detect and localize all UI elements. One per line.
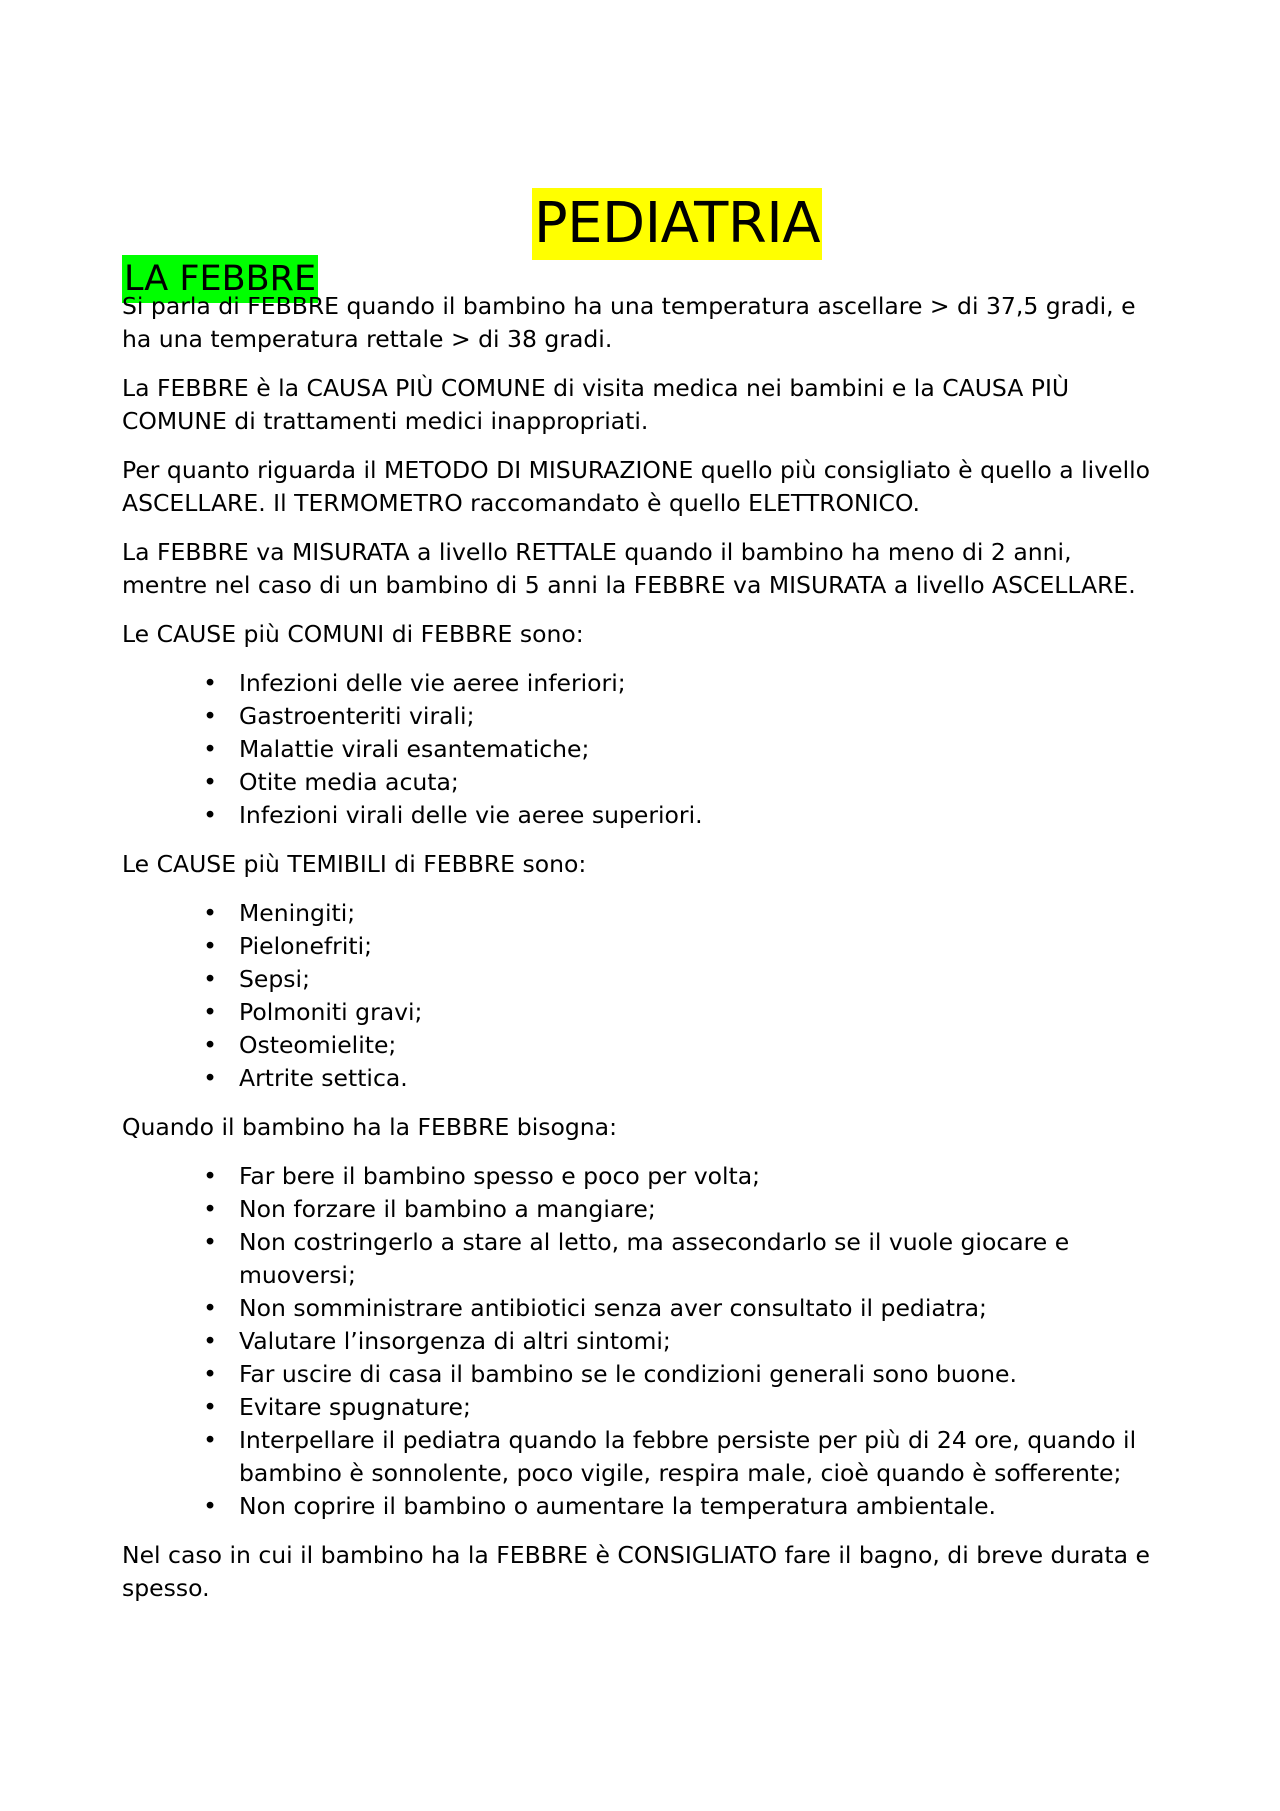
paragraph-actions-intro: Quando il bambino ha la FEBBRE bisogna: [122, 1113, 617, 1141]
bullet-icon: • [203, 1294, 217, 1322]
list-item [122, 1193, 1162, 1226]
list-item-text: Non coprire il bambino o aumentare la temperatura ambientale. [239, 1492, 997, 1520]
paragraph-measurement-method: Per quanto riguarda il METODO DI MISURAZIONE quello più consigliato è quello a livello ASCELLARE. Il TERMOMETRO raccomandato è quello ELETTRONICO. [122, 456, 1151, 517]
list-item [122, 930, 1162, 963]
bullet-icon: • [203, 768, 217, 796]
title-block [122, 150, 1162, 256]
paragraph-definition: Si parla di FEBBRE quando il bambino ha una temperatura ascellare > di 37,5 gradi, e ha una temperatura rettale > di 38 gradi. [122, 292, 1136, 353]
list-item-text: Far uscire di casa il bambino se le condizioni generali sono buone. [239, 1360, 1017, 1388]
list-item-text: Sepsi; [239, 965, 310, 993]
list-item [122, 1160, 1162, 1193]
list-item [122, 996, 1162, 1029]
list-item-text: Gastroenteriti virali; [239, 702, 475, 730]
bullet-icon: • [203, 899, 217, 927]
bullet-icon: • [203, 1228, 217, 1256]
bullet-icon: • [203, 1195, 217, 1223]
list-item [122, 1490, 1162, 1523]
list-item [122, 1391, 1162, 1424]
list-item-text: Interpellare il pediatra quando la febbre persiste per più di 24 ore, quando il bambino è sonnolente, poco vigile, respira male, cioè quando è sofferente; [239, 1426, 1137, 1487]
list-item [122, 897, 1162, 930]
list-item [122, 700, 1162, 733]
list-item-text: Polmoniti gravi; [239, 998, 423, 1026]
list-item-text: Infezioni virali delle vie aeree superiori. [239, 801, 703, 829]
bullet-icon: • [203, 669, 217, 697]
paragraph-measurement-age: La FEBBRE va MISURATA a livello RETTALE quando il bambino ha meno di 2 anni, mentre nel caso di un bambino di 5 anni la FEBBRE va MISURATA a livello ASCELLARE. [122, 538, 1136, 599]
list-item-text: Osteomielite; [239, 1031, 397, 1059]
list-item-text: Non forzare il bambino a mangiare; [239, 1195, 656, 1223]
bullet-icon: • [203, 1492, 217, 1520]
document-page [122, 150, 1162, 1605]
list-item-text: Artrite settica. [239, 1064, 408, 1092]
list-item-text: Non costringerlo a stare al letto, ma assecondarlo se il vuole giocare e muoversi; [239, 1228, 1070, 1289]
bullet-icon: • [203, 1064, 217, 1092]
list-item [122, 766, 1162, 799]
actions-list [122, 1160, 1162, 1523]
list-item [122, 1029, 1162, 1062]
paragraph-common-causes-intro: Le CAUSE più COMUNI di FEBBRE sono: [122, 620, 584, 648]
bullet-icon: • [203, 1327, 217, 1355]
bullet-icon: • [203, 1031, 217, 1059]
list-item [122, 1226, 1162, 1292]
bullet-icon: • [203, 932, 217, 960]
paragraph-fearsome-causes-intro: Le CAUSE più TEMIBILI di FEBBRE sono: [122, 850, 587, 878]
list-item-text: Valutare l’insorgenza di altri sintomi; [239, 1327, 671, 1355]
bullet-icon: • [203, 998, 217, 1026]
bullet-icon: • [203, 1393, 217, 1421]
document-title: PEDIATRIA [532, 188, 822, 260]
bullet-icon: • [203, 735, 217, 763]
bullet-icon: • [203, 1360, 217, 1388]
list-item [122, 1292, 1162, 1325]
list-item-text: Far bere il bambino spesso e poco per volta; [239, 1162, 761, 1190]
list-item-text: Pielonefriti; [239, 932, 373, 960]
list-item [122, 1424, 1162, 1490]
bullet-icon: • [203, 702, 217, 730]
bullet-icon: • [203, 965, 217, 993]
list-item [122, 963, 1162, 996]
list-item [122, 799, 1162, 832]
list-item [122, 1062, 1162, 1095]
list-item-text: Meningiti; [239, 899, 356, 927]
paragraph-common-cause: La FEBBRE è la CAUSA PIÙ COMUNE di visita medica nei bambini e la CAUSA PIÙ COMUNE di trattamenti medici inappropriati. [122, 374, 1070, 435]
list-item-text: Malattie virali esantematiche; [239, 735, 590, 763]
list-item [122, 1325, 1162, 1358]
list-item [122, 733, 1162, 766]
list-item-text: Evitare spugnature; [239, 1393, 471, 1421]
bullet-icon: • [203, 801, 217, 829]
bullet-icon: • [203, 1426, 217, 1454]
paragraph-bath-advice: Nel caso in cui il bambino ha la FEBBRE è CONSIGLIATO fare il bagno, di breve durata e spesso. [122, 1541, 1150, 1602]
section-heading: LA FEBBRE [122, 255, 318, 303]
list-item-text: Otite media acuta; [239, 768, 459, 796]
fearsome-causes-list [122, 897, 1162, 1095]
list-item-text: Infezioni delle vie aeree inferiori; [239, 669, 626, 697]
list-item-text: Non somministrare antibiotici senza aver consultato il pediatra; [239, 1294, 987, 1322]
list-item [122, 667, 1162, 700]
list-item [122, 1358, 1162, 1391]
common-causes-list [122, 667, 1162, 832]
bullet-icon: • [203, 1162, 217, 1190]
